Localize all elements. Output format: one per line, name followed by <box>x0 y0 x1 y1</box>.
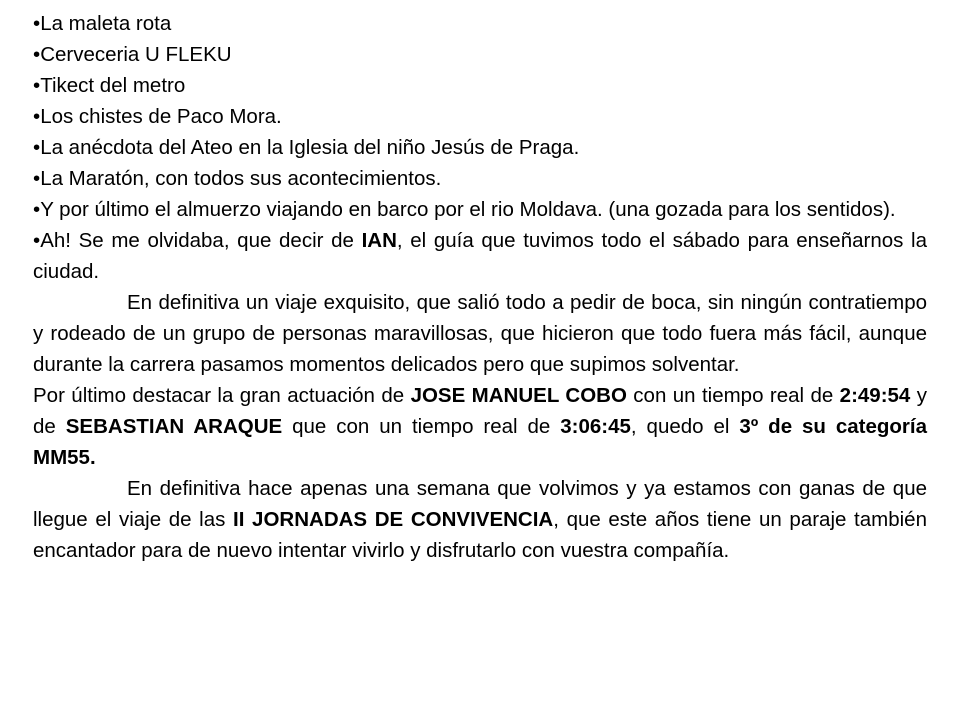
bullet-item: •La Maratón, con todos sus acontecimientos. <box>33 167 442 190</box>
bullet-glyph: • <box>33 12 41 35</box>
race-time: 2:49:54 <box>839 384 911 407</box>
category-placement: 3º de su categoría MM55. <box>33 415 928 469</box>
bullet-glyph: • <box>33 74 41 97</box>
runner-name: JOSE MANUEL COBO <box>410 384 627 407</box>
closing-paragraph: En definitiva hace apenas una semana que volvimos y ya estamos con ganas de que llegue el viaje de las II JORNADAS DE CONVIVENCIA, que este años tiene un paraje también encantador para de nuevo intentar vivirlo y disfrutarlo con vuestra compañía. <box>33 477 927 562</box>
bullet-glyph: • <box>33 198 41 221</box>
event-name: II JORNADAS DE CONVIVENCIA <box>233 508 554 531</box>
summary-paragraph: En definitiva un viaje exquisito, que salió todo a pedir de boca, sin ningún contratiempo y rodeado de un grupo de personas maravillosas, que hicieron que todo fuera más fácil, aunque durante la carrera pasamos momentos delicados pero que supimos solventar. <box>33 291 927 376</box>
bullet-item: •Los chistes de Paco Mora. <box>33 105 282 128</box>
bullet-glyph: • <box>33 167 41 190</box>
bullet-glyph: • <box>33 43 41 66</box>
guide-name: IAN <box>361 229 397 252</box>
bullet-item: •Y por último el almuerzo viajando en barco por el rio Moldava. (una gozada para los sentidos). <box>33 198 896 221</box>
bullet-item: •La anécdota del Ateo en la Iglesia del niño Jesús de Praga. <box>33 136 580 159</box>
race-time: 3:06:45 <box>560 415 631 438</box>
bullet-item-ian: •Ah! Se me olvidaba, que decir de IAN, el guía que tuvimos todo el sábado para enseñarnos la ciudad. <box>33 229 927 283</box>
document-text <box>33 8 927 566</box>
results-paragraph: Por último destacar la gran actuación de JOSE MANUEL COBO con un tiempo real de 2:49:54 y de SEBASTIAN ARAQUE que con un tiempo real de 3:06:45, quedo el 3º de su categoría MM55. <box>33 384 928 469</box>
bullet-glyph: • <box>33 105 41 128</box>
runner-name: SEBASTIAN ARAQUE <box>65 415 283 438</box>
bullet-glyph: • <box>33 136 41 159</box>
bullet-item: •Cerveceria U FLEKU <box>33 43 232 66</box>
bullet-item: •Tikect del metro <box>33 74 186 97</box>
bullet-glyph: • <box>33 229 41 252</box>
bullet-item: •La maleta rota <box>33 12 172 35</box>
